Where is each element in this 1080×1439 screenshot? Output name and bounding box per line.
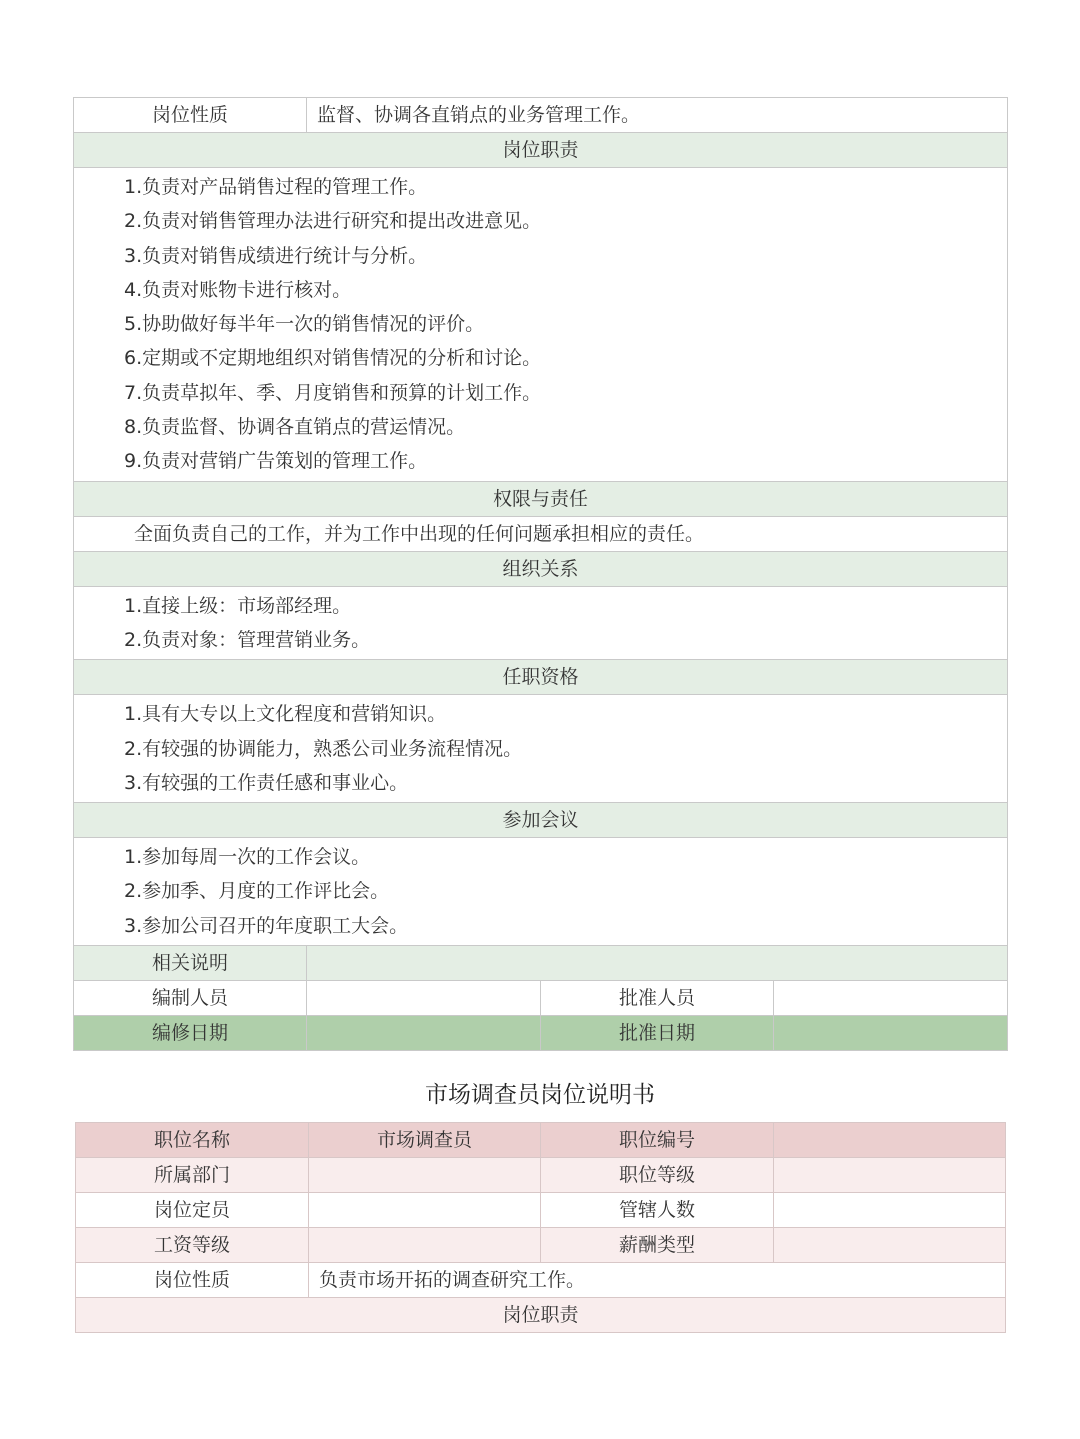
list-item: 3.有较强的工作责任感和事业心。 xyxy=(124,771,409,794)
department-value xyxy=(309,1158,541,1193)
edit-date-label: 编修日期 xyxy=(74,1016,307,1051)
list-item: 3.参加公司召开的年度职工大会。 xyxy=(124,914,409,937)
pay-type-value xyxy=(774,1228,1006,1263)
list-item: 2.负责对销售管理办法进行研究和提出改进意见。 xyxy=(124,210,542,233)
duties-section-title: 岗位职责 xyxy=(76,1298,1006,1333)
edit-date-value xyxy=(307,1016,541,1051)
qualification-list xyxy=(74,695,1008,803)
list-item: 6.定期或不定期地组织对销售情况的分析和讨论。 xyxy=(124,347,542,370)
position-name-value: 市场调查员 xyxy=(309,1123,541,1158)
list-item: 9.负责对营销广告策划的管理工作。 xyxy=(124,450,428,473)
subordinates-value xyxy=(774,1193,1006,1228)
market-researcher-job-table xyxy=(75,1122,1006,1333)
market-researcher-title: 市场调查员岗位说明书 xyxy=(425,1082,655,1108)
subordinates-label: 管辖人数 xyxy=(541,1193,774,1228)
duties-section-title: 岗位职责 xyxy=(74,133,1008,168)
approver-value xyxy=(774,981,1008,1016)
approve-date-value xyxy=(774,1016,1008,1051)
approver-label: 批准人员 xyxy=(541,981,774,1016)
list-item: 5.协助做好每半年一次的销售情况的评价。 xyxy=(124,313,485,336)
org-list xyxy=(74,586,1008,660)
approve-date-label: 批准日期 xyxy=(541,1016,774,1051)
list-item: 1.具有大专以上文化程度和营销知识。 xyxy=(124,703,447,726)
authority-text: 全面负责自己的工作，并为工作中出现的任何问题承担相应的责任。 xyxy=(74,516,1008,551)
nature-label: 岗位性质 xyxy=(74,98,307,133)
notes-label: 相关说明 xyxy=(74,946,307,981)
headcount-label: 岗位定员 xyxy=(76,1193,309,1228)
list-item: 4.负责对账物卡进行核对。 xyxy=(124,278,352,301)
pay-type-label: 薪酬类型 xyxy=(541,1228,774,1263)
notes-value xyxy=(307,946,1008,981)
salary-grade-value xyxy=(309,1228,541,1263)
meeting-list xyxy=(74,838,1008,946)
grade-label: 职位等级 xyxy=(541,1158,774,1193)
list-item: 8.负责监督、协调各直销点的营运情况。 xyxy=(124,416,466,439)
meeting-section-title: 参加会议 xyxy=(74,803,1008,838)
list-item: 7.负责草拟年、季、月度销售和预算的计划工作。 xyxy=(124,381,542,404)
position-code-label: 职位编号 xyxy=(541,1123,774,1158)
list-item: 3.负责对销售成绩进行统计与分析。 xyxy=(124,244,428,267)
nature-value: 负责市场开拓的调查研究工作。 xyxy=(309,1263,1006,1298)
headcount-value xyxy=(309,1193,541,1228)
list-item: 2.参加季、月度的工作评比会。 xyxy=(124,880,390,903)
department-label: 所属部门 xyxy=(76,1158,309,1193)
list-item: 1.负责对产品销售过程的管理工作。 xyxy=(124,176,428,198)
list-item: 2.负责对象：管理营销业务。 xyxy=(124,628,371,651)
nature-label: 岗位性质 xyxy=(76,1263,309,1298)
duties-list xyxy=(74,168,1008,482)
position-name-label: 职位名称 xyxy=(76,1123,309,1158)
authority-section-title: 权限与责任 xyxy=(74,481,1008,516)
nature-value: 监督、协调各直销点的业务管理工作。 xyxy=(307,98,1008,133)
org-section-title: 组织关系 xyxy=(74,551,1008,586)
list-item: 1.直接上级：市场部经理。 xyxy=(124,594,352,617)
position-code-value xyxy=(774,1123,1006,1158)
grade-value xyxy=(774,1158,1006,1193)
list-item: 2.有较强的协调能力，熟悉公司业务流程情况。 xyxy=(124,737,523,760)
salary-grade-label: 工资等级 xyxy=(76,1228,309,1263)
qualification-section-title: 任职资格 xyxy=(74,660,1008,695)
list-item: 1.参加每周一次的工作会议。 xyxy=(124,846,371,869)
sales-manager-job-table xyxy=(73,97,1008,1051)
editor-value xyxy=(307,981,541,1016)
editor-label: 编制人员 xyxy=(74,981,307,1016)
